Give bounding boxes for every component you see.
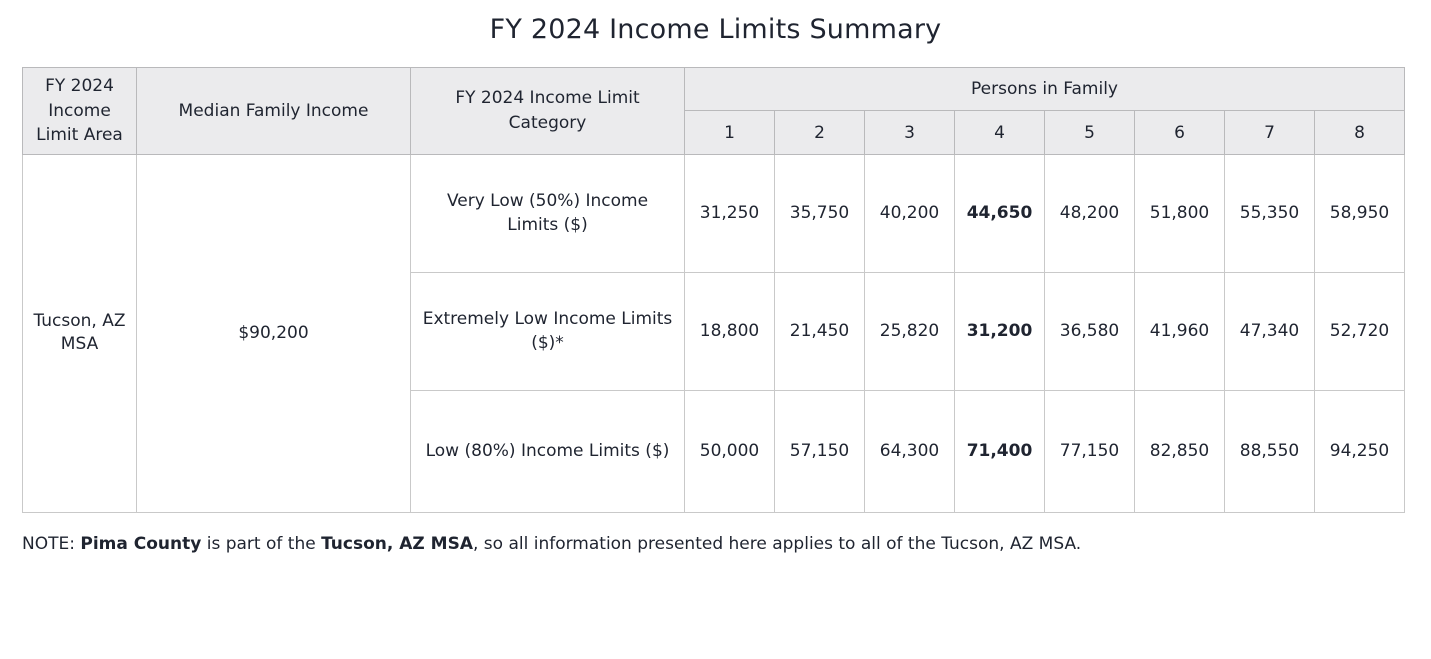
income-limits-table <box>22 67 1405 513</box>
footnote-mid: is part of the <box>201 533 322 554</box>
header-median-family-income: Median Family Income <box>137 68 411 155</box>
cell-value: 44,650 <box>955 154 1045 272</box>
cell-value: 48,200 <box>1045 154 1135 272</box>
header-persons-5: 5 <box>1045 111 1135 154</box>
header-persons-6: 6 <box>1135 111 1225 154</box>
header-income-limit-category: FY 2024 Income Limit Category <box>411 68 685 155</box>
header-area: FY 2024 Income Limit Area <box>23 68 137 155</box>
cell-value: 55,350 <box>1225 154 1315 272</box>
table-header-row-1 <box>23 68 1405 111</box>
cell-area: Tucson, AZ MSA <box>23 154 137 512</box>
cell-value: 57,150 <box>775 390 865 512</box>
cell-value: 18,800 <box>685 272 775 390</box>
header-persons-8: 8 <box>1315 111 1405 154</box>
cell-value: 36,580 <box>1045 272 1135 390</box>
cell-value: 25,820 <box>865 272 955 390</box>
cell-category: Very Low (50%) Income Limits ($) <box>411 154 685 272</box>
cell-value: 58,950 <box>1315 154 1405 272</box>
cell-value: 40,200 <box>865 154 955 272</box>
cell-median-family-income: $90,200 <box>137 154 411 512</box>
cell-value: 47,340 <box>1225 272 1315 390</box>
table-body <box>23 154 1405 512</box>
footnote <box>22 533 1409 557</box>
cell-value: 51,800 <box>1135 154 1225 272</box>
cell-value: 50,000 <box>685 390 775 512</box>
cell-value: 64,300 <box>865 390 955 512</box>
table-row <box>23 154 1405 272</box>
footnote-msa: Tucson, AZ MSA <box>321 533 473 554</box>
header-persons-1: 1 <box>685 111 775 154</box>
cell-value: 35,750 <box>775 154 865 272</box>
cell-value: 52,720 <box>1315 272 1405 390</box>
header-persons-2: 2 <box>775 111 865 154</box>
header-persons-in-family: Persons in Family <box>685 68 1405 111</box>
header-persons-3: 3 <box>865 111 955 154</box>
cell-value: 88,550 <box>1225 390 1315 512</box>
cell-value: 21,450 <box>775 272 865 390</box>
footnote-suffix: , so all information presented here applies to all of the Tucson, AZ MSA. <box>472 533 1082 554</box>
footnote-prefix: NOTE: <box>22 533 81 554</box>
cell-value: 41,960 <box>1135 272 1225 390</box>
header-persons-7: 7 <box>1225 111 1315 154</box>
table-header <box>23 68 1405 155</box>
cell-value: 71,400 <box>955 390 1045 512</box>
cell-value: 31,200 <box>955 272 1045 390</box>
cell-category: Extremely Low Income Limits ($)* <box>411 272 685 390</box>
cell-value: 77,150 <box>1045 390 1135 512</box>
cell-value: 94,250 <box>1315 390 1405 512</box>
header-persons-4: 4 <box>955 111 1045 154</box>
cell-value: 31,250 <box>685 154 775 272</box>
income-limits-table-wrapper <box>22 67 1409 513</box>
footnote-county: Pima County <box>80 533 202 554</box>
cell-value: 82,850 <box>1135 390 1225 512</box>
document-page <box>0 14 1431 659</box>
page-title: FY 2024 Income Limits Summary <box>489 14 942 45</box>
cell-category: Low (80%) Income Limits ($) <box>411 390 685 512</box>
